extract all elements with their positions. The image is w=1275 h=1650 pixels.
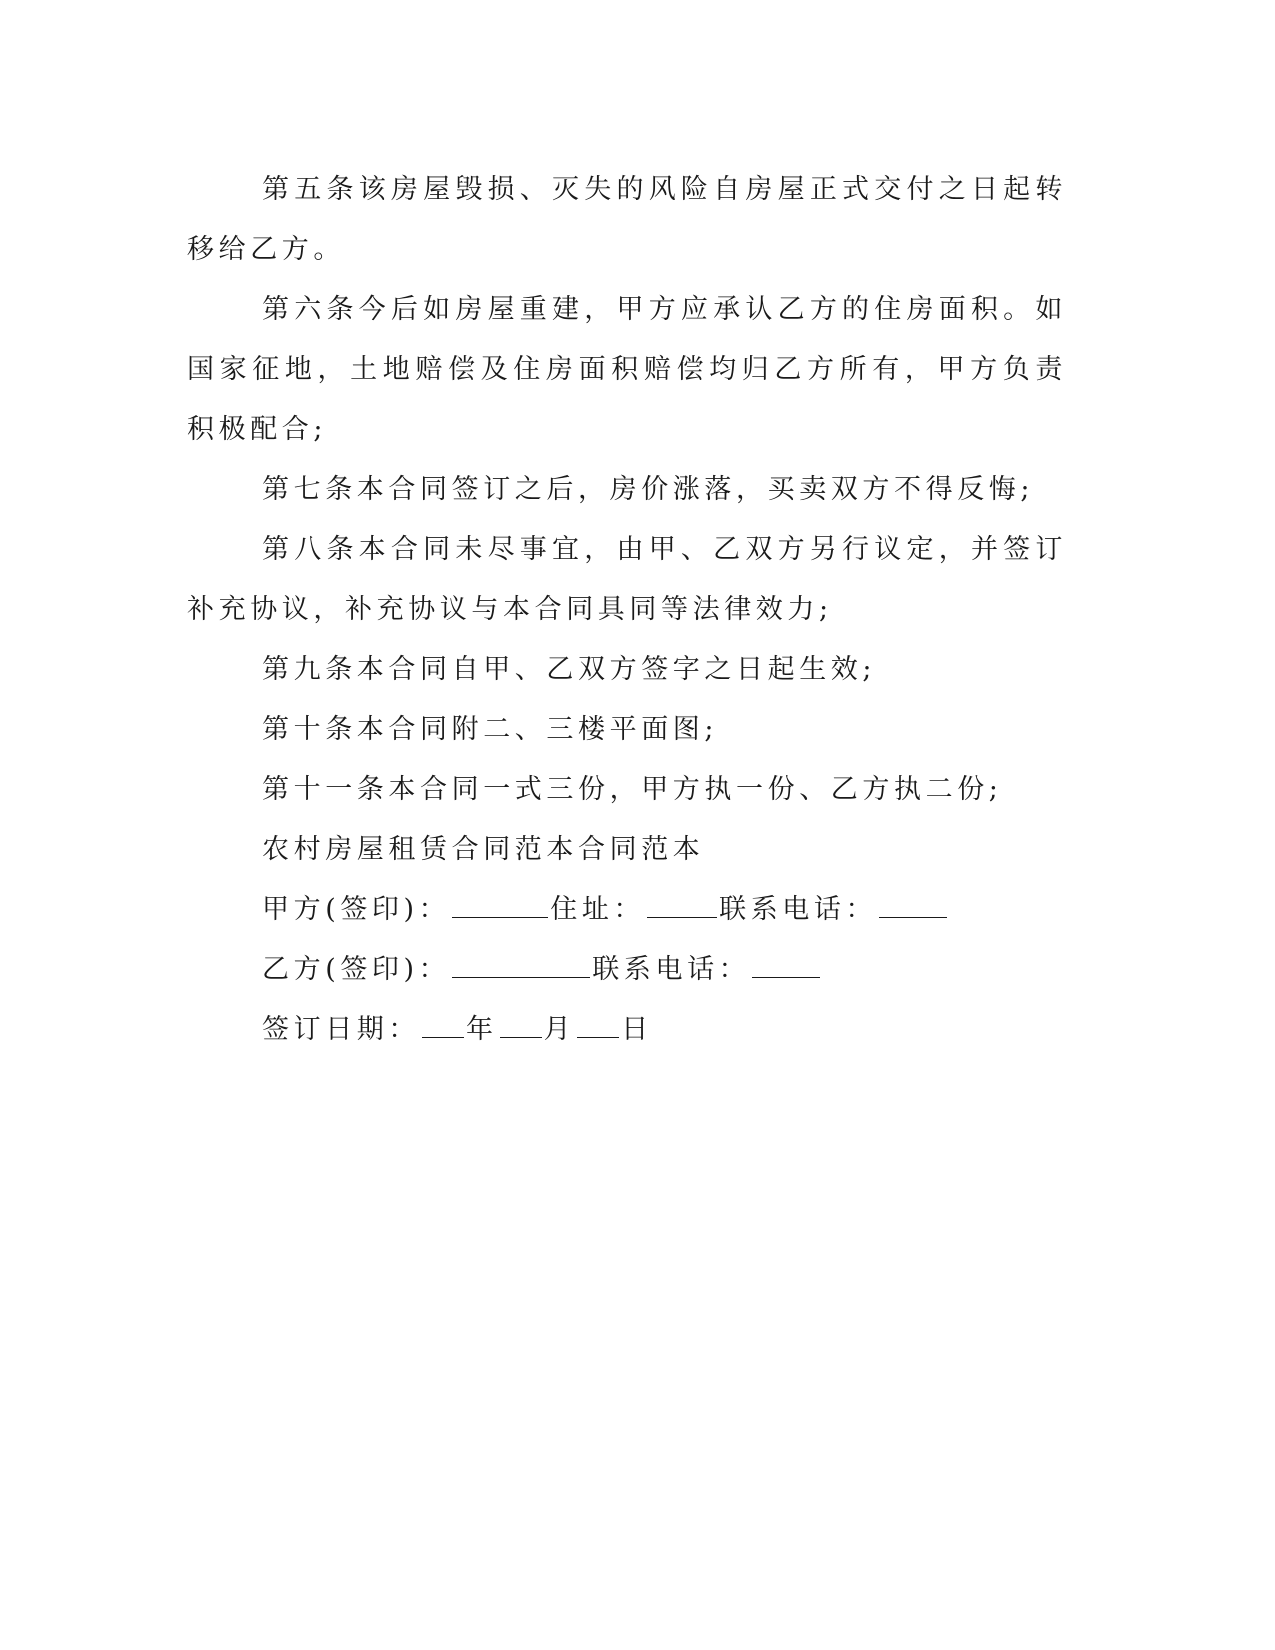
- party-a-signature-blank[interactable]: [452, 893, 548, 918]
- party-a-phone-label: 联系电话：: [719, 894, 878, 925]
- party-b-label: 乙方(签印)：: [262, 954, 451, 985]
- month-blank[interactable]: [500, 1013, 542, 1038]
- party-b-signature-blank[interactable]: [452, 953, 590, 978]
- sign-date-label: 签订日期：: [262, 1014, 420, 1045]
- party-b-signature-line: [187, 940, 1067, 1000]
- party-a-phone-blank[interactable]: [879, 893, 947, 918]
- sign-date-line: [187, 1000, 1067, 1060]
- clause-7: 第七条本合同签订之后，房价涨落，买卖双方不得反悔;: [262, 474, 1035, 505]
- clause-11: 第十一条本合同一式三份，甲方执一份、乙方执二份;: [262, 774, 1003, 805]
- day-label: 日: [621, 1014, 653, 1045]
- year-label: 年: [466, 1014, 498, 1045]
- party-a-address-label: 住址：: [550, 894, 646, 925]
- document-body: [187, 160, 1067, 1060]
- month-label: 月: [543, 1014, 576, 1045]
- clause-6: 第六条今后如房屋重建，甲方应承认乙方的住房面积。如国家征地，土地赔偿及住房面积赔偿均归乙方所有，甲方负责积极配合;: [187, 294, 1067, 445]
- year-blank[interactable]: [422, 1013, 464, 1038]
- clause-9: 第九条本合同自甲、乙双方签字之日起生效;: [262, 654, 877, 685]
- party-a-signature-line: [187, 880, 1067, 940]
- document-heading-line: 农村房屋租赁合同范本合同范本: [262, 834, 705, 865]
- party-a-label: 甲方(签印)：: [262, 894, 451, 925]
- party-b-phone-blank[interactable]: [752, 953, 820, 978]
- clause-8: 第八条本合同未尽事宜，由甲、乙双方另行议定，并签订补充协议，补充协议与本合同具同等法律效力;: [187, 534, 1067, 625]
- party-b-phone-label: 联系电话：: [592, 954, 751, 985]
- party-a-address-blank[interactable]: [647, 893, 717, 918]
- day-blank[interactable]: [577, 1013, 619, 1038]
- clause-5: 第五条该房屋毁损、灭失的风险自房屋正式交付之日起转移给乙方。: [187, 174, 1067, 265]
- clause-10: 第十条本合同附二、三楼平面图;: [262, 714, 719, 745]
